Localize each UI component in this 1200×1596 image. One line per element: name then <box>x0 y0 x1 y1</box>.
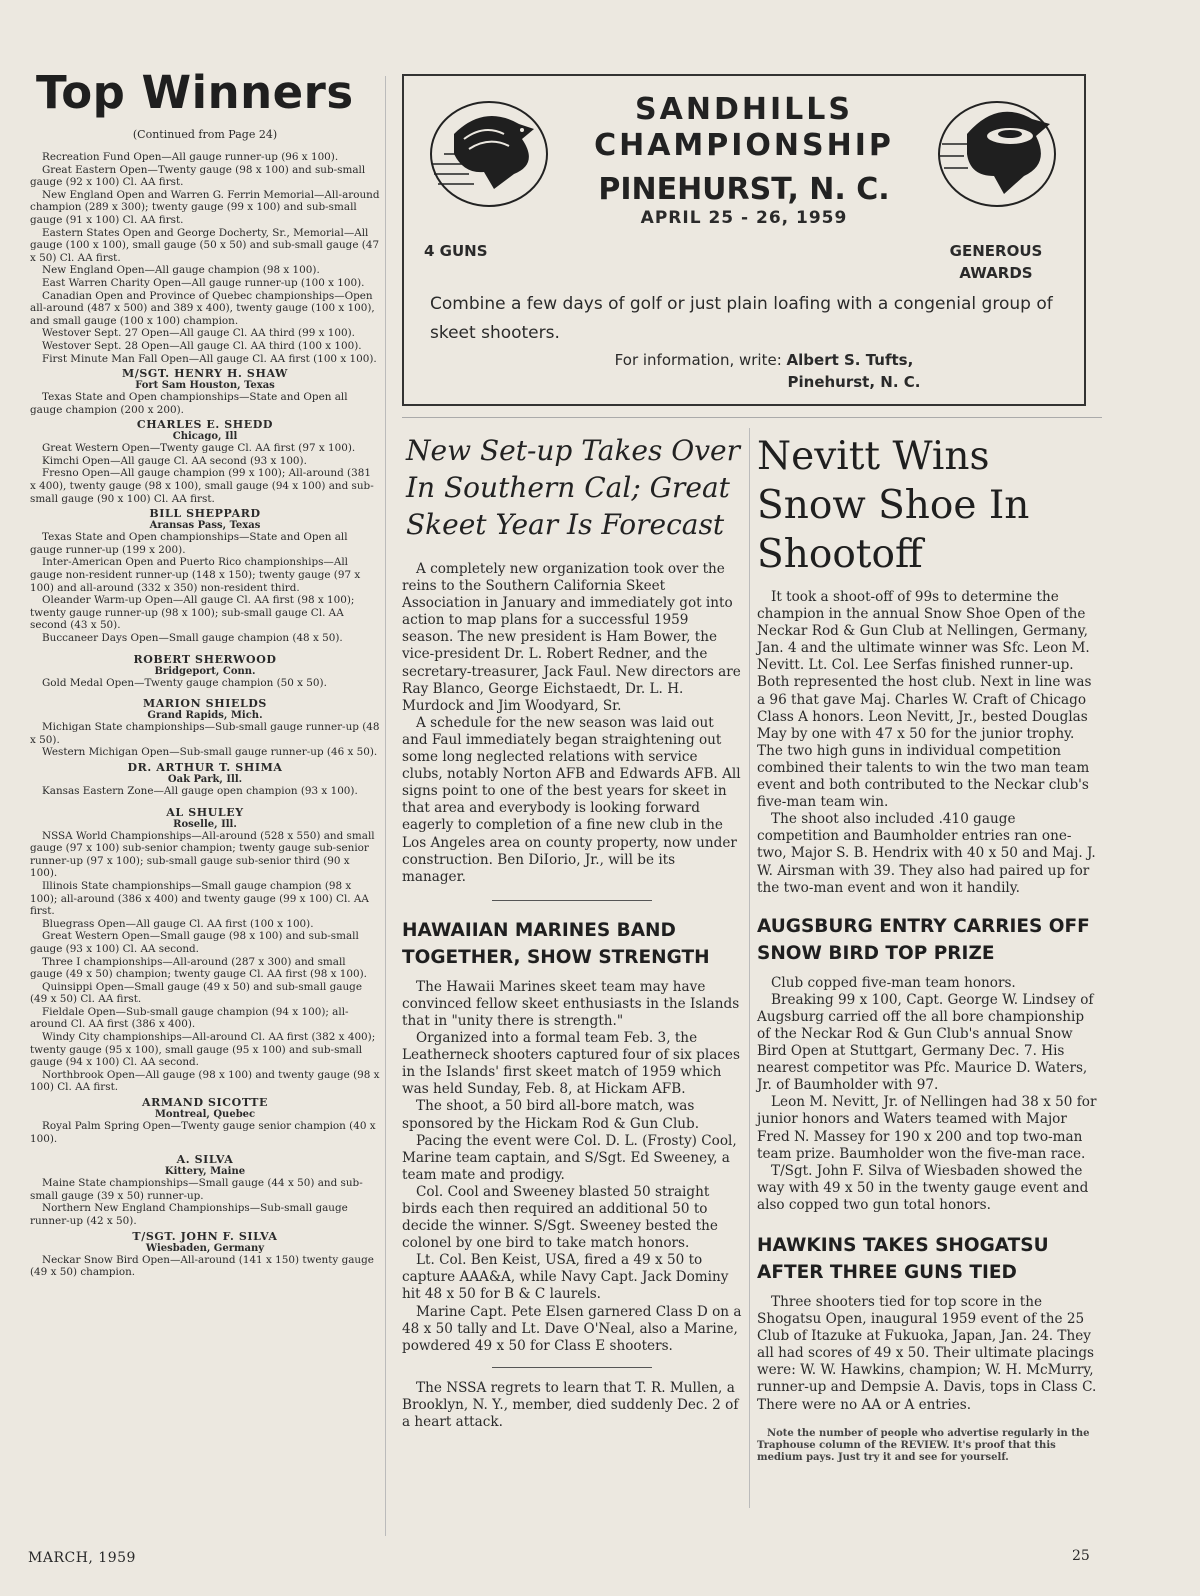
winner-hometown: Grand Rapids, Mich. <box>147 710 263 722</box>
result-entry: Michigan State championships—Sub-small gauge runner-up (48 x 50). <box>30 721 380 746</box>
article-paragraph: T/Sgt. John F. Silva of Wiesbaden showed the way with 49 x 50 in the twenty gauge event and also copped two gun total honors. <box>757 1162 1089 1213</box>
result-entry: Three I championships—All-around (287 x 300) and small gauge (49 x 50) champion; twenty gauge Cl. AA first (98 x 100). <box>30 955 367 981</box>
advertise-note: Note the number of people who advertise regularly in the Traphouse column of the REVIEW. It's proof that this medium pays. Just try it and see for yourself. <box>757 1427 1090 1463</box>
winner-hometown: Kittery, Maine <box>164 1166 246 1178</box>
ad-body: Combine a few days of golf or just plain loafing with a congenial group of skeet shooters. <box>430 294 1053 343</box>
issue-date: MARCH, 1959 <box>28 1550 136 1566</box>
southern-cal-article <box>402 561 742 886</box>
page-number: 25 <box>1072 1548 1090 1564</box>
result-entry: Windy City championships—All-around Cl. AA first (382 x 400); twenty gauge (95 x 100), small gauge (95 x 100) and sub-small gauge (94 x 100) Cl. AA second. <box>30 1031 376 1069</box>
ad-info-name: Albert S. Tufts, <box>786 351 914 369</box>
winner-name: DR. ARTHUR T. SHIMA <box>127 760 283 774</box>
column-divider <box>385 76 386 1536</box>
article-paragraph: Lt. Col. Ben Keist, USA, fired a 49 x 50 to capture AAA&A, while Navy Capt. Jack Dominy hit 48 x 50 for B & C laurels. <box>402 1252 729 1303</box>
result-entry: Royal Palm Spring Open—Twenty gauge senior champion (40 x 100). <box>30 1120 376 1145</box>
winner-hometown: Aransas Pass, Texas <box>149 520 261 532</box>
spacer <box>30 689 380 695</box>
top-winners-column <box>30 68 380 1279</box>
winner-hometown: Oak Park, Ill. <box>167 773 243 785</box>
article-paragraph: Leon M. Nevitt, Jr. of Nellingen had 38 x 50 for junior honors and Waters teamed with Major Fred N. Massey for 190 x 200 and top two-man team prize. Baumholder won the five-man race. <box>757 1094 1097 1162</box>
ad-contact <box>404 349 1084 393</box>
result-entry: Gold Medal Open—Twenty gauge champion (50 x 50). <box>42 676 327 689</box>
southern-cal-headline: New Set-up Takes Over In Southern Cal; Great Skeet Year Is Forecast <box>406 434 740 541</box>
winner-hometown: Chicago, Ill <box>172 431 238 443</box>
result-entry: Great Eastern Open—Twenty gauge (98 x 100) and sub-small gauge (92 x 100) Cl. AA first. <box>30 163 366 189</box>
middle-column <box>402 432 742 1431</box>
result-entry: Northern New England Championships—Sub-small gauge runner-up (42 x 50). <box>30 1202 348 1227</box>
result-entry: Bluegrass Open—All gauge Cl. AA first (100 x 100). <box>42 917 314 930</box>
winner-hometown: Montreal, Quebec <box>154 1109 256 1121</box>
winner-name: T/SGT. JOHN F. SILVA <box>132 1229 278 1243</box>
horizontal-divider <box>402 417 1102 418</box>
ad-location: PINEHURST, N. C. <box>598 172 890 207</box>
result-entry: Fresno Open—All gauge champion (99 x 100); All-around (381 x 400), twenty gauge (98 x 100), small gauge (94 x 100) and sub-small gauge (90 x 100) Cl. AA first. <box>30 467 374 505</box>
article-paragraph: A schedule for the new season was laid out and Faul immediately began straightening out some long neglected relations with service clubs, notably Norton AFB and Edwards AFB. All signs point to one of the best years for skeet in that area and everybody is looking forward eagerly to completion of a fine new club in the Los Angeles area on county property, now under construction. Ben DiIorio, Jr., will be its manager. <box>402 714 741 885</box>
ad-awards <box>936 240 1056 284</box>
ad-guns: 4 GUNS <box>424 242 488 260</box>
article-paragraph: Organized into a formal team Feb. 3, the Leatherneck shooters captured four of six places in the Islands' first skeet match of 1959 which was held Sunday, Feb. 8, at Hickam AFB. <box>402 1030 740 1098</box>
result-entry: New England Open and Warren G. Ferrin Memorial—All-around champion (289 x 300); twenty gauge (99 x 100) and sub-small gauge (91 x 100) Cl. AA first. <box>30 188 380 226</box>
spacer <box>30 1145 380 1151</box>
winner-name: CHARLES E. SHEDD <box>136 418 274 432</box>
result-entry: Canadian Open and Province of Quebec championships—Open all-around (487 x 500) and 389 x 400), twenty gauge (100 x 100), and small gauge (100 x 100) champion. <box>30 289 375 327</box>
augsburg-article <box>757 975 1097 1214</box>
winner-name: A. SILVA <box>176 1153 234 1167</box>
result-entry: Northbrook Open—All gauge (98 x 100) and twenty gauge (98 x 100) Cl. AA first. <box>30 1068 380 1094</box>
result-entry: Maine State championships—Small gauge (44 x 50) and sub-small gauge (39 x 50) runner-up. <box>30 1177 363 1202</box>
right-column <box>757 432 1097 1464</box>
winner-hometown: Roselle, Ill. <box>173 818 237 830</box>
sandhills-ad <box>402 74 1086 406</box>
result-entry: Great Western Open—Twenty gauge Cl. AA first (97 x 100). <box>42 442 356 455</box>
ad-title-line1: SANDHILLS <box>635 92 853 127</box>
ad-date: APRIL 25 - 26, 1959 <box>640 208 848 228</box>
nevitt-article <box>757 589 1097 897</box>
article-paragraph: Col. Cool and Sweeney blasted 50 straight birds each then required an additional 50 to decide the winner. S/Sgt. Sweeney bested the colonel by one bird to take match honors. <box>402 1183 718 1252</box>
result-entry: Westover Sept. 27 Open—All gauge Cl. AA third (99 x 100). <box>42 327 355 340</box>
ad-info-prefix: For information, write: <box>614 351 782 369</box>
article-paragraph: Pacing the event were Col. D. L. (Frosty) Cool, Marine team captain, and S/Sgt. Ed Sweeney, a team mate and prodigy. <box>402 1132 737 1183</box>
hawaiian-marines-article <box>402 979 742 1355</box>
result-entry: Westover Sept. 28 Open—All gauge Cl. AA third (100 x 100). <box>42 339 362 352</box>
result-entry: Quinsippi Open—Small gauge (49 x 50) and sub-small gauge (49 x 50) Cl. AA first. <box>30 980 362 1006</box>
result-entry: Texas State and Open championships—State and Open all gauge champion (200 x 200). <box>30 391 348 416</box>
winner-name: ARMAND SICOTTE <box>142 1096 268 1110</box>
result-entry: NSSA World Championships—All-around (528 x 550) and small gauge (97 x 100) sub-senior champion; twenty gauge sub-senior runner-up (97 x 100); sub-small gauge sub-senior third (90 x 100). <box>30 829 375 880</box>
article-paragraph: The shoot also included .410 gauge competition and Baumholder entries ran one-two, Major S. B. Hendrix with 40 x 50 and Maj. J. W. Airsman with 39. They also had paired up for the two-man event and won it handily. <box>757 811 1096 896</box>
ad-awards-line1: GENEROUS <box>949 242 1043 260</box>
hawkins-article <box>757 1294 1097 1414</box>
nevitt-headline: Nevitt Wins Snow Shoe In Shootoff <box>757 434 1030 577</box>
result-entry: First Minute Man Fall Open—All gauge Cl. AA first (100 x 100). <box>42 352 377 365</box>
result-entry: Eastern States Open and George Docherty, Sr., Memorial—All gauge (100 x 100), small gauge (50 x 50) and sub-small gauge (47 x 50) Cl. AA first. <box>30 226 380 264</box>
winner-name: AL SHULEY <box>166 805 244 819</box>
article-paragraph: Breaking 99 x 100, Capt. George W. Lindsey of Augsburg carried off the all bore championship of the Neckar Rod & Gun Club's annual Snow Bird Open at Stuttgart, Germany Dec. 7. His nearest competitor was Pfc. Maurice D. Waters, Jr. of Baumholder with 97. <box>757 991 1094 1094</box>
result-entry: Kansas Eastern Zone—All gauge open champion (93 x 100). <box>42 784 358 797</box>
winner-name: ROBERT SHERWOOD <box>133 652 277 666</box>
result-entry: Fieldale Open—Sub-small gauge champion (94 x 100); all-around Cl. AA first (386 x 400). <box>30 1005 349 1031</box>
continued-note: (Continued from Page 24) <box>132 128 278 141</box>
result-entry: Oleander Warm-up Open—All gauge Cl. AA first (98 x 100); twenty gauge runner-up (98 x 100); sub-small gauge Cl. AA second (43 x 50). <box>30 594 355 632</box>
winner-hometown: Fort Sam Houston, Texas <box>135 380 275 392</box>
result-entry: Texas State and Open championships—State and Open all gauge runner-up (199 x 200). <box>30 531 348 556</box>
top-winners-title: Top Winners <box>36 66 354 119</box>
result-entry: Western Michigan Open—Sub-small gauge runner-up (46 x 50). <box>42 746 378 759</box>
ad-title-line2: CHAMPIONSHIP <box>594 128 894 163</box>
article-paragraph: It took a shoot-off of 99s to determine the champion in the annual Snow Shoe Open of the Neckar Rod & Gun Club at Nellingen, Germany, Jan. 4 and the ultimate winner was Sfc. Leon M. Nevitt. Lt. Col. Lee Serfas finished runner-up. Both represented the host club. Next in line was a 96 that gave Maj. Charles W. Craft of Chicago Class A honors. Leon Nevitt, Jr., bested Douglas May by one with 47 x 50 for the junior trophy. The two high guns in individual competition combined their talents to win the two man team event and both contributed to the Neckar club's five-man team win. <box>757 589 1092 811</box>
ad-awards-line2: AWARDS <box>959 264 1033 282</box>
obituary-note: The NSSA regrets to learn that T. R. Mullen, a Brooklyn, N. Y., member, died suddenly Dec. 2 of a heart attack. <box>402 1379 739 1431</box>
spacer <box>30 645 380 651</box>
spacer <box>30 798 380 804</box>
article-paragraph: A completely new organization took over the reins to the Southern California Skeet Association in January and immediately got into action to map plans for a successful 1959 season. The new president is Ham Bower, the vice-president Dr. L. Robert Redner, and the secretary-treasurer, Jack Faul. New directors are Ray Blanco, George Eichstaedt, Dr. L. H. Murdock and Jim Woodyard, Sr. <box>402 561 741 714</box>
article-paragraph: Marine Capt. Pete Elsen garnered Class D on a 48 x 50 tally and Lt. Dave O'Neal, also a Marine, powdered 49 x 50 for Class E shooters. <box>402 1303 742 1354</box>
augsburg-subhead: AUGSBURG ENTRY CARRIES OFF SNOW BIRD TOP PRIZE <box>757 915 1090 964</box>
result-entry: Illinois State championships—Small gauge champion (98 x 100); all-around (386 x 400) and twenty gauge (99 x 100) Cl. AA first. <box>30 879 369 918</box>
winners-list <box>30 151 380 1279</box>
article-paragraph: The shoot, a 50 bird all-bore match, was sponsored by the Hickam Rod & Gun Club. <box>402 1098 700 1132</box>
result-entry: New England Open—All gauge champion (98 x 100). <box>42 264 320 277</box>
hawaiian-marines-subhead: HAWAIIAN MARINES BAND TOGETHER, SHOW STRENGTH <box>402 919 710 968</box>
ad-info-city: Pinehurst, N. C. <box>787 373 921 391</box>
result-entry: Recreation Fund Open—All gauge runner-up (96 x 100). <box>42 151 339 163</box>
article-paragraph: The Hawaii Marines skeet team may have convinced fellow skeet enthusiasts in the Islands that in "unity there is strength." <box>402 978 740 1029</box>
column-divider-2 <box>749 428 750 1508</box>
result-entry: Inter-American Open and Puerto Rico championships—All gauge non-resident runner-up (148 x 150); twenty gauge (97 x 100) and all-around (332 x 350) non-resident third. <box>30 556 361 594</box>
winner-name: BILL SHEPPARD <box>149 507 261 521</box>
winner-name: MARION SHIELDS <box>143 697 267 711</box>
result-entry: Great Western Open—Small gauge (98 x 100) and sub-small gauge (93 x 100) Cl. AA second. <box>30 930 359 955</box>
winner-hometown: Wiesbaden, Germany <box>145 1242 265 1254</box>
article-paragraph: Three shooters tied for top score in the Shogatsu Open, inaugural 1959 event of the 25 Club of Itazuke at Fukuoka, Japan, Jan. 24. They all had scores of 49 x 50. Their ultimate placings were: W. W. Hawkins, champion; W. H. McMurry, runner-up and Dempsie A. Davis, tops in Class C. There were no AA or A entries. <box>757 1294 1097 1413</box>
hawkins-subhead: HAWKINS TAKES SHOGATSU AFTER THREE GUNS TIED <box>757 1235 1049 1283</box>
article-paragraph: Club copped five-man team honors. <box>771 974 1016 991</box>
winner-hometown: Bridgeport, Conn. <box>154 665 256 677</box>
result-entry: Kimchi Open—All gauge Cl. AA second (93 x 100). <box>42 454 307 467</box>
result-entry: East Warren Charity Open—All gauge runner-up (100 x 100). <box>42 276 365 289</box>
result-entry: Neckar Snow Bird Open—All-around (141 x 150) twenty gauge (49 x 50) champion. <box>30 1253 374 1279</box>
result-entry: Buccaneer Days Open—Small gauge champion (48 x 50). <box>42 632 343 644</box>
winner-name: M/SGT. HENRY H. SHAW <box>121 367 288 381</box>
